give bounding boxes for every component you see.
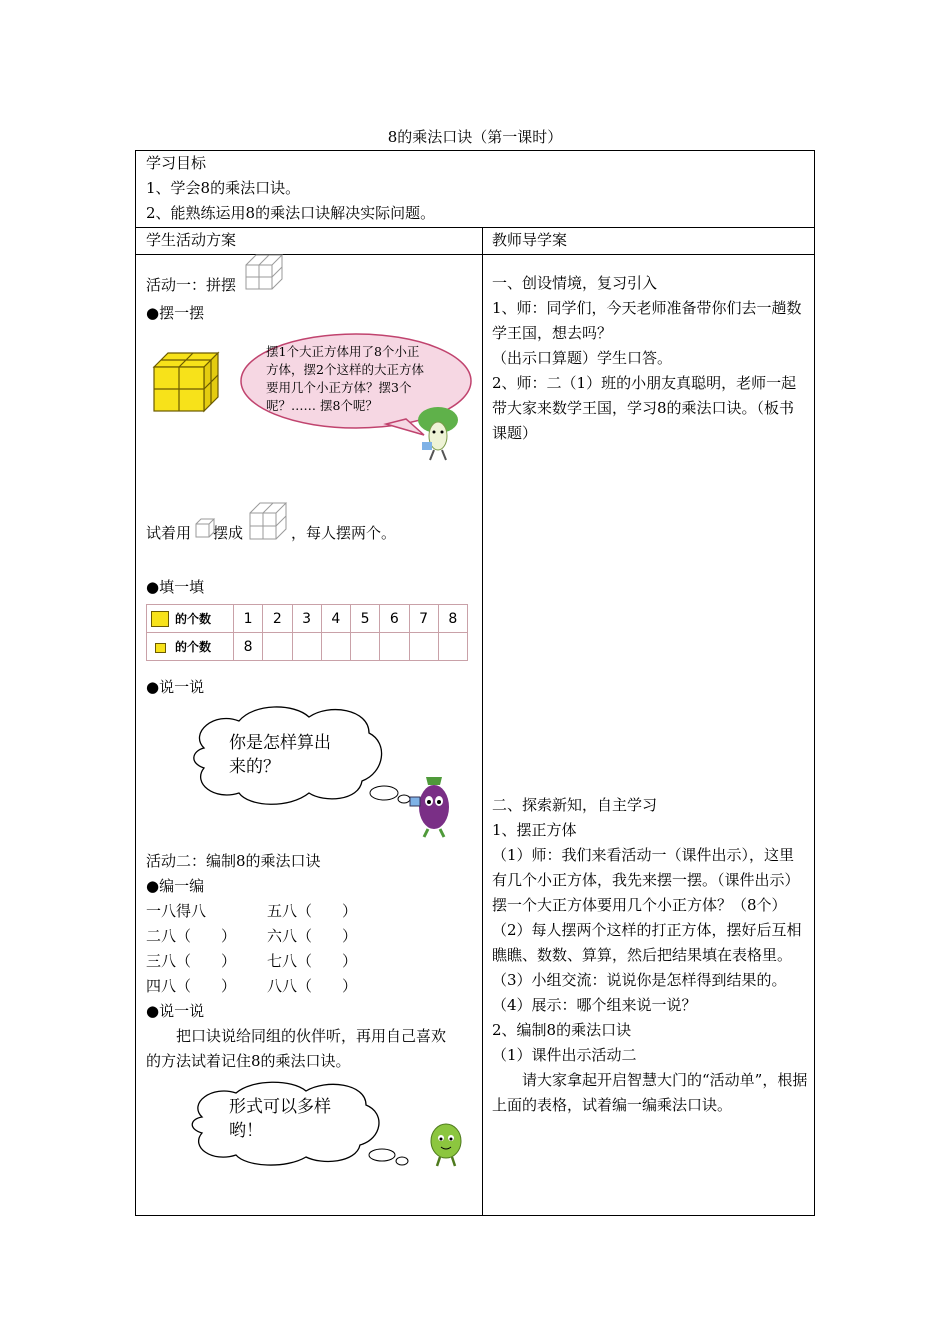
rhyme-item[interactable]: 三八（ ） bbox=[146, 952, 237, 970]
teacher-section-2 bbox=[492, 793, 808, 1118]
wire-cube-icon bbox=[244, 251, 286, 291]
eggplant-character-icon bbox=[408, 773, 460, 839]
table-cell[interactable] bbox=[351, 633, 380, 661]
table-cell[interactable] bbox=[292, 633, 321, 661]
teacher-line: （1）课件出示活动二 bbox=[492, 1046, 637, 1064]
column-divider bbox=[482, 227, 483, 1215]
teacher-line: （4）展示：哪个组来说一说？ bbox=[492, 996, 697, 1014]
divider bbox=[136, 254, 814, 255]
row-label: 的个数 bbox=[175, 640, 212, 654]
student-column-header: 学生活动方案 bbox=[146, 231, 237, 249]
teacher-section-1 bbox=[492, 271, 808, 446]
try-text-a: 试着用 bbox=[146, 524, 192, 542]
small-cube-icon bbox=[155, 643, 166, 653]
bubble2-line: 你是怎样算出 bbox=[229, 733, 331, 753]
activity1-heading bbox=[146, 273, 236, 298]
big-cube-count-label bbox=[147, 605, 234, 633]
table-cell: 6 bbox=[380, 605, 409, 633]
bubble1-line: 要用几个小正方体？摆3个 bbox=[266, 380, 412, 395]
try-text-b: 摆成 bbox=[213, 524, 244, 542]
bubble1-text bbox=[266, 343, 424, 415]
teacher-line: （3）小组交流：说说你是怎样得到结果的。 bbox=[492, 971, 787, 989]
table-cell: 1 bbox=[234, 605, 263, 633]
rhyme-item[interactable]: 四八（ ） bbox=[146, 977, 237, 995]
rhyme-item[interactable]: 八八（ ） bbox=[267, 977, 358, 995]
bubble2-text bbox=[229, 731, 331, 779]
document-title: 8的乘法口诀（第一课时） bbox=[387, 128, 563, 146]
bubble3-line: 哟！ bbox=[229, 1121, 263, 1141]
bubble2-line: 来的？ bbox=[229, 757, 280, 777]
table-cell: 3 bbox=[292, 605, 321, 633]
activity2-heading: 活动二：编制8的乘法口诀 bbox=[146, 852, 321, 870]
melon-character-icon bbox=[426, 1119, 466, 1169]
cube-icon bbox=[151, 611, 169, 627]
rhyme-row bbox=[146, 974, 357, 999]
rhyme-row bbox=[146, 949, 357, 974]
table-cell: 4 bbox=[321, 605, 350, 633]
teacher-line: （出示口算题）学生口答。 bbox=[492, 349, 673, 367]
teacher-line: 2、编制8的乘法口诀 bbox=[492, 1021, 632, 1039]
small-cube-count-label bbox=[147, 633, 234, 661]
table-row bbox=[147, 605, 468, 633]
big-cube-icon bbox=[150, 349, 222, 413]
goal-item-2: 2、能熟练运用8的乘法口诀解决实际问题。 bbox=[146, 204, 436, 222]
rhyme-item: 一八得八 bbox=[146, 902, 207, 920]
table-cell: 8 bbox=[438, 605, 467, 633]
rhyme-row bbox=[146, 924, 357, 949]
teacher-column-header: 教师导学案 bbox=[492, 231, 568, 249]
bubble1-line: 方体，摆2个这样的大正方体 bbox=[266, 362, 424, 377]
activity1-label: 活动一：拼摆 bbox=[146, 276, 237, 294]
rhyme-item[interactable]: 二八（ ） bbox=[146, 927, 237, 945]
cabbage-character-icon bbox=[414, 404, 462, 464]
try-text-c: ，每人摆两个。 bbox=[291, 524, 397, 542]
rhyme-item[interactable]: 五八（ ） bbox=[267, 902, 358, 920]
bubble1-line: 呢？…… 摆8个呢？ bbox=[266, 398, 378, 413]
row-label: 的个数 bbox=[175, 611, 212, 626]
table-cell: 5 bbox=[351, 605, 380, 633]
teacher-line: （2）每人摆两个这样的打正方体，摆好后互相瞧瞧、数数、算算，然后把结果填在表格里。 bbox=[492, 921, 802, 964]
bai-heading: ●摆一摆 bbox=[146, 304, 205, 322]
table-cell[interactable] bbox=[380, 633, 409, 661]
shuo-heading-2: ●说一说 bbox=[146, 1002, 205, 1020]
share-text-line: 把口诀说给同组的伙伴听，再用自己喜欢 bbox=[176, 1027, 447, 1045]
table-cell: 7 bbox=[409, 605, 438, 633]
goals-heading: 学习目标 bbox=[146, 154, 207, 172]
rhyme-item[interactable]: 七八（ ） bbox=[267, 952, 358, 970]
teacher-line: （1）师：我们来看活动一（课件出示），这里有几个小正方体，我先来摆一摆。（课件出示） bbox=[492, 846, 800, 889]
bubble3-line: 形式可以多样 bbox=[229, 1097, 331, 1117]
wire-cube-icon bbox=[248, 499, 292, 541]
fill-in-table bbox=[146, 604, 468, 661]
tian-heading: ●填一填 bbox=[146, 578, 205, 596]
rhyme-row bbox=[146, 899, 357, 924]
goal-item-1: 1、学会8的乘法口诀。 bbox=[146, 179, 301, 197]
bubble1-line: 摆1个大正方体用了8个小正 bbox=[266, 344, 420, 359]
share-text-line: 的方法试着记住8的乘法口诀。 bbox=[146, 1052, 351, 1070]
table-cell[interactable]: 8 bbox=[234, 633, 263, 661]
teacher-line: 2、师：二（1）班的小朋友真聪明，老师一起带大家来数学王国，学习8的乘法口诀。（板书课题） bbox=[492, 374, 797, 442]
bian-heading: ●编一编 bbox=[146, 877, 205, 895]
teacher-line: 二、探索新知，自主学习 bbox=[492, 796, 658, 814]
divider bbox=[136, 227, 814, 228]
table-cell[interactable] bbox=[409, 633, 438, 661]
bubble3-text bbox=[229, 1095, 331, 1143]
teacher-line: 1、摆正方体 bbox=[492, 821, 577, 839]
small-cube-icon bbox=[194, 517, 216, 539]
shuo-heading-1: ●说一说 bbox=[146, 678, 205, 696]
teacher-line: 1、师：同学们，今天老师准备带你们去一趟数学王国，想去吗？ bbox=[492, 299, 802, 342]
teacher-line: 一、创设情境，复习引入 bbox=[492, 274, 658, 292]
teacher-line: 请大家拿起开启智慧大门的“活动单”，根据上面的表格，试着编一编乘法口诀。 bbox=[492, 1071, 808, 1114]
table-cell[interactable] bbox=[263, 633, 292, 661]
lesson-table bbox=[135, 150, 815, 1216]
table-cell: 2 bbox=[263, 605, 292, 633]
teacher-line: 摆一个大正方体要用几个小正方体？（8个） bbox=[492, 896, 787, 914]
table-cell[interactable] bbox=[438, 633, 467, 661]
table-row bbox=[147, 633, 468, 661]
table-cell[interactable] bbox=[321, 633, 350, 661]
rhyme-item[interactable]: 六八（ ） bbox=[267, 927, 358, 945]
